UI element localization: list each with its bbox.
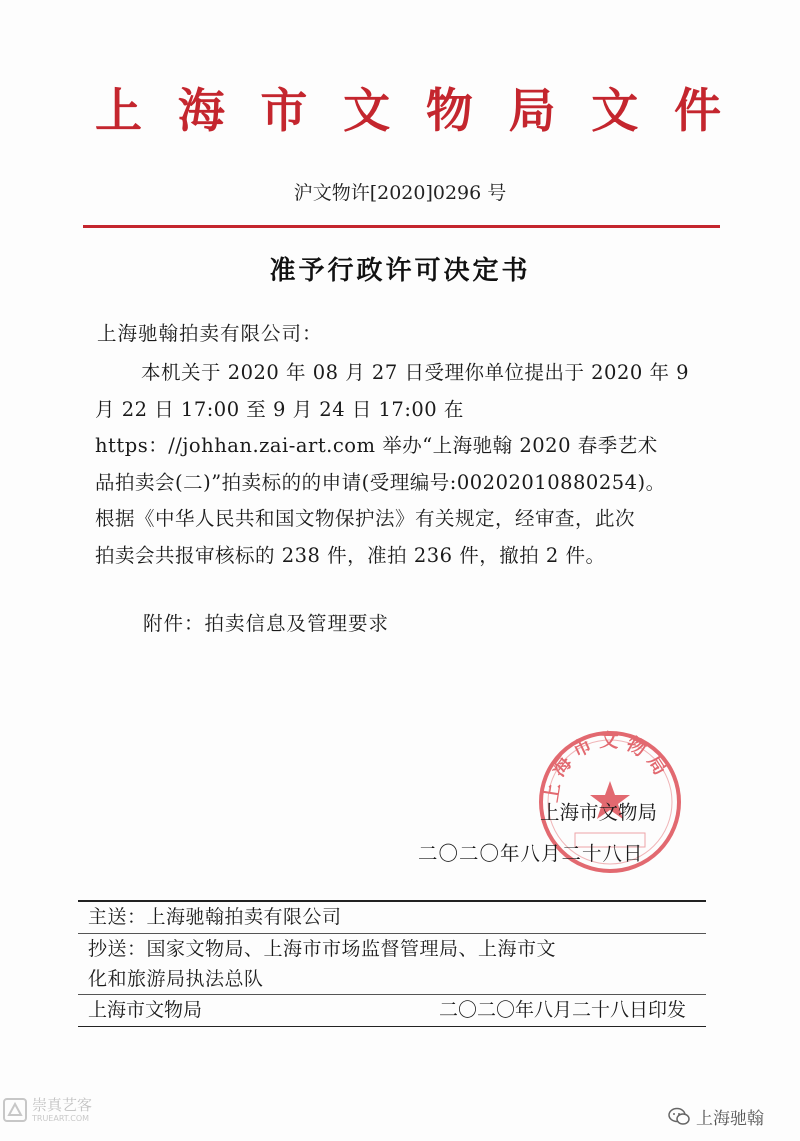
body-line: 根据《中华人民共和国文物保护法》有关规定，经审查，此次 (95, 507, 636, 530)
watermark-right (668, 1104, 764, 1129)
body-line: 品拍卖会(二)”拍卖标的的申请(受理编号:00202010880254)。 (95, 470, 666, 494)
watermark-left-sub: TRUEART.COM (32, 1114, 90, 1123)
document-number: 沪文物许[2020]0296 号 (293, 182, 507, 204)
decision-body (95, 355, 725, 574)
header-red-rule (83, 225, 720, 228)
attachment-note: 附件：拍卖信息及管理要求 (143, 612, 390, 635)
decision-title: 准予行政许可决定书 (269, 256, 531, 286)
document-header-title: 上海市文物局文件 (95, 84, 725, 139)
watermark-right-text: 上海驰翰 (696, 1109, 764, 1129)
distribution-bottom-rule (78, 1026, 706, 1028)
signing-date: 二〇二〇年八月二十八日 (418, 842, 644, 865)
issuer: 上海市文物局 (88, 998, 203, 1021)
body-line: 拍卖会共报审核标的 238 件，准拍 236 件，撤拍 2 件。 (95, 543, 606, 567)
body-line: 本机关于 2020 年 08 月 27 日受理你单位提出于 2020 年 9 (141, 361, 690, 384)
body-line: 月 22 日 17:00 至 9 月 24 日 17:00 在 (95, 397, 464, 421)
trueart-logo-icon (2, 1097, 28, 1123)
addressee: 上海驰翰拍卖有限公司： (97, 322, 323, 345)
main-recipient: 主送：上海驰翰拍卖有限公司 (88, 905, 342, 928)
watermark-left-text: 崇真艺客 (32, 1096, 93, 1114)
distribution-block (78, 900, 706, 1027)
copy-recipients-line2: 化和旅游局执法总队 (88, 967, 264, 990)
issue-date: 二〇二〇年八月二十八日印发 (438, 998, 686, 1021)
svg-text:上海市文物局: 上海市文物局 (539, 729, 675, 804)
signing-organization: 上海市文物局 (540, 801, 658, 824)
wechat-icon (668, 1107, 690, 1127)
watermark-left (2, 1096, 92, 1124)
issue-info (78, 995, 706, 1026)
copy-recipients-line1: 抄送：国家文物局、上海市市场监督管理局、上海市文 (88, 937, 557, 960)
body-line: https：//johhan.zai-art.com 举办“上海驰翰 2020 春季艺术 (95, 434, 658, 457)
